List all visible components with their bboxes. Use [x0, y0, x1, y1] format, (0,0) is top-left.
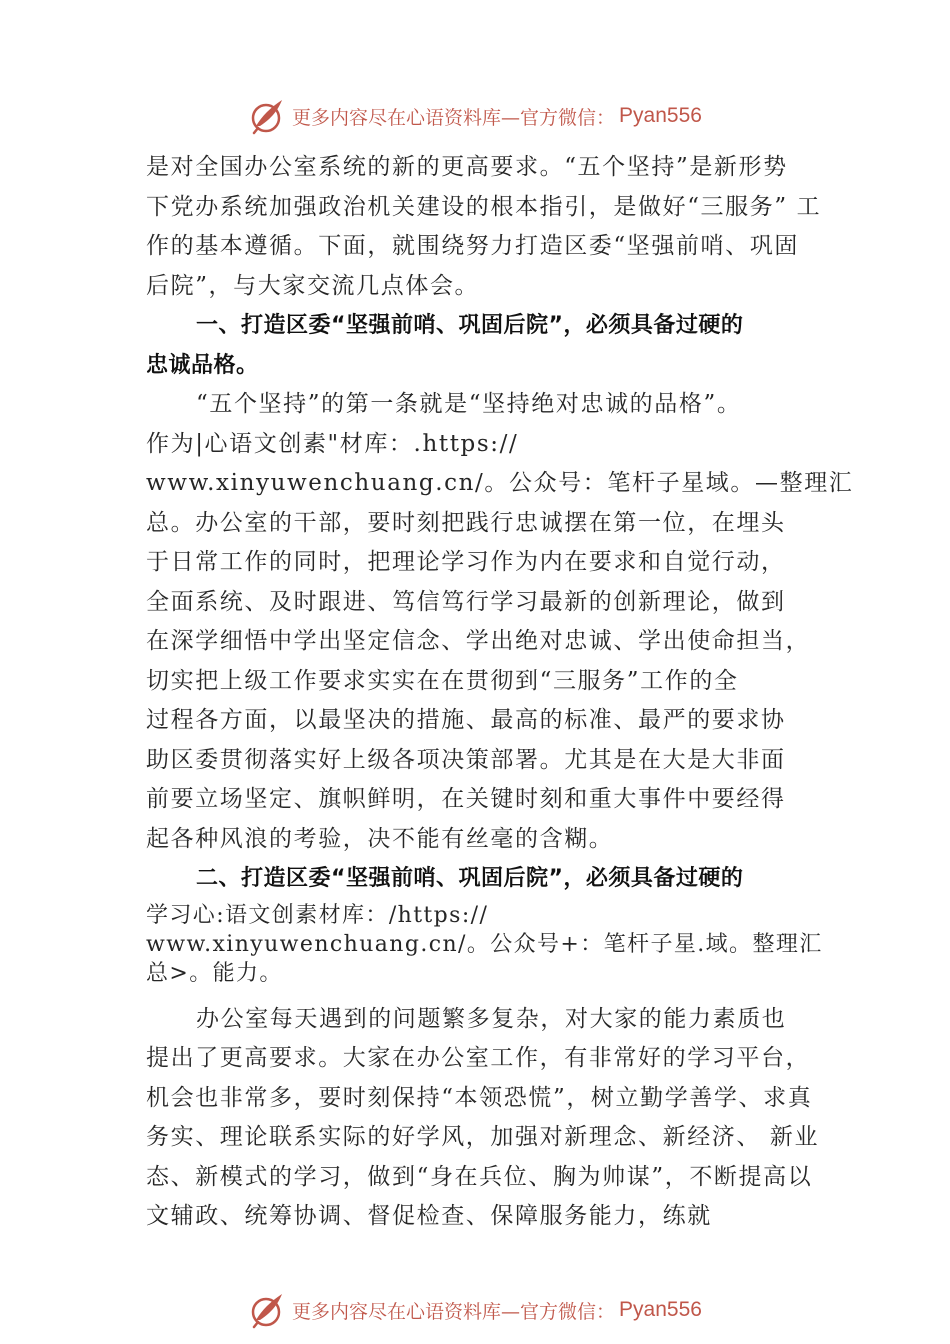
quill-logo-icon [248, 1290, 288, 1330]
footer-banner [0, 1288, 950, 1332]
text-line: 作的基本遵循。下面，就围绕努力打造区委“坚强前哨、巩固 [146, 233, 799, 259]
heading-1 [146, 306, 826, 385]
text-line: “五个坚持”的第一条就是“坚持绝对忠诚的品格”。 [196, 391, 742, 417]
text-line: 学习心:语文创素材库：/https:// [146, 902, 489, 928]
quill-logo-icon [248, 96, 288, 136]
text-line: 下党办系统加强政治机关建设的根本指引，是做好“三服务” 工 [146, 193, 822, 220]
heading-line: 忠诚品格。 [146, 352, 259, 378]
text-line: 全面系统、及时跟进、笃信笃行学习最新的创新理论，做到 [146, 588, 786, 615]
text-line: 作为|心语文创素"材库：.https:// [146, 430, 519, 457]
heading-line: 二、打造区委“坚强前哨、巩固后院”，必须具备过硬的 [196, 866, 744, 891]
paragraph-3 [146, 901, 826, 988]
text-line: 于日常工作的同时，把理论学习作为内在要求和自觉行动， [146, 549, 786, 575]
banner-wechat-id: Pyan556 [619, 104, 702, 127]
text-line: 在深学细悟中学出坚定信念、学出绝对忠诚、学出使命担当， [146, 628, 811, 654]
text-line: 切实把上级工作要求实实在在贯彻到“三服务”工作的全 [146, 667, 739, 694]
text-line: 文辅政、统筹协调、督促检查、保障服务能力，练就 [146, 1203, 712, 1229]
paragraph-1 [146, 148, 826, 306]
text-line: 态、新模式的学习，做到“身在兵位、胸为帅谋”，不断提高以 [146, 1163, 813, 1190]
heading-line: 一、打造区委“坚强前哨、巩固后院”，必须具备过硬的 [196, 313, 744, 338]
text-line: 提出了更高要求。大家在办公室工作，有非常好的学习平台， [146, 1045, 811, 1071]
text-line: 起各种风浪的考验，决不能有丝毫的含糊。 [146, 825, 614, 852]
text-line: 总>。能力。 [146, 960, 283, 986]
text-line: 后院”，与大家交流几点体会。 [146, 272, 480, 299]
banner-text: 更多内容尽在心语资料库—官方微信： [292, 106, 616, 129]
text-line: 前要立场坚定、旗帜鲜明，在关键时刻和重大事件中要经得 [146, 786, 786, 812]
text-line: 过程各方面，以最坚决的措施、最高的标准、最严的要求协 [146, 707, 786, 733]
heading-2 [146, 859, 826, 899]
document-body [146, 148, 854, 1237]
banner-wechat-id: Pyan556 [619, 1298, 702, 1321]
text-line: 务实、理论联系实际的好学风，加强对新理念、新经济、 新业 [146, 1124, 820, 1150]
text-line: 办公室每天遇到的问题繁多复杂，对大家的能力素质也 [196, 1005, 787, 1032]
paragraph-2 [146, 385, 854, 859]
text-line: 助区委贯彻落实好上级各项决策部署。尤其是在大是大非面 [146, 746, 786, 773]
text-line: 总。办公室的干部，要时刻把践行忠诚摆在第一位，在埋头 [146, 509, 786, 536]
text-line: www.xinyuwenchuang.cn/。公众号+：笔杆子星.域。整理汇 [146, 931, 823, 957]
banner-text: 更多内容尽在心语资料库—官方微信： [292, 1300, 616, 1323]
header-banner [0, 94, 950, 138]
paragraph-4 [146, 1000, 826, 1237]
text-line: 机会也非常多，要时刻保持“本领恐慌”，树立勤学善学、求真 [146, 1084, 813, 1111]
text-line: 是对全国办公室系统的新的更高要求。“五个坚持”是新形势 [146, 154, 788, 180]
text-line: www.xinyuwenchuang.cn/。公众号：笔杆子星域。—整理汇 [146, 470, 854, 496]
